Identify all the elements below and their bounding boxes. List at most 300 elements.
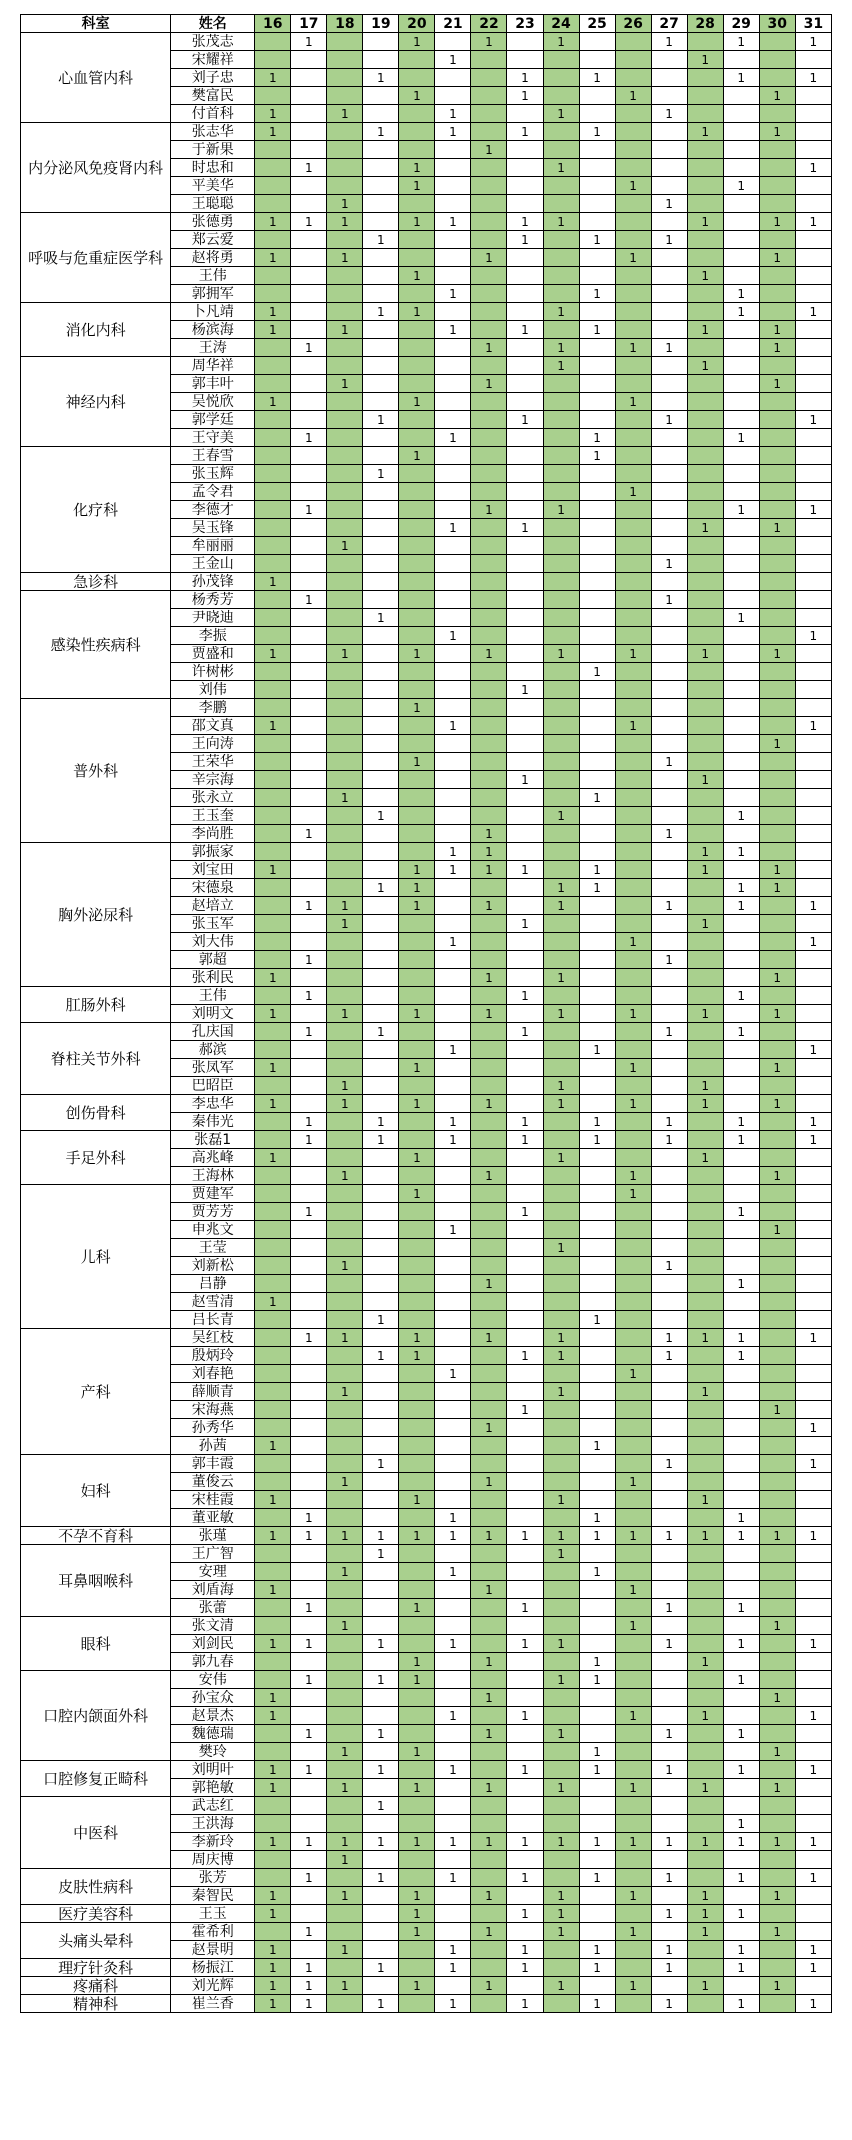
duty-cell [327, 519, 363, 537]
duty-cell: 1 [579, 231, 615, 249]
duty-cell [687, 717, 723, 735]
duty-cell [615, 753, 651, 771]
duty-cell [435, 375, 471, 393]
duty-cell [687, 987, 723, 1005]
duty-cell [471, 51, 507, 69]
staff-name: 吴玉锋 [171, 519, 255, 537]
duty-cell [687, 1041, 723, 1059]
duty-cell: 1 [255, 1761, 291, 1779]
duty-cell [399, 105, 435, 123]
duty-cell: 1 [255, 1977, 291, 1995]
duty-cell: 1 [471, 825, 507, 843]
roster-row [21, 591, 832, 609]
duty-cell [255, 1365, 291, 1383]
duty-cell [507, 1095, 543, 1113]
duty-cell [687, 573, 723, 591]
duty-cell [327, 1815, 363, 1833]
duty-cell [471, 915, 507, 933]
duty-cell [795, 1059, 831, 1077]
duty-cell: 1 [399, 1005, 435, 1023]
duty-cell [255, 879, 291, 897]
duty-cell [579, 483, 615, 501]
duty-cell [543, 1959, 579, 1977]
duty-cell [399, 537, 435, 555]
duty-cell [507, 1653, 543, 1671]
duty-cell [615, 1689, 651, 1707]
duty-cell: 1 [615, 1617, 651, 1635]
duty-cell: 1 [723, 1941, 759, 1959]
duty-cell [615, 1401, 651, 1419]
duty-cell [255, 1041, 291, 1059]
duty-cell [579, 1059, 615, 1077]
duty-cell [471, 1455, 507, 1473]
duty-cell [579, 645, 615, 663]
duty-cell [363, 159, 399, 177]
duty-cell [327, 1707, 363, 1725]
duty-cell [615, 1077, 651, 1095]
staff-name: 张玉军 [171, 915, 255, 933]
duty-cell [255, 33, 291, 51]
duty-cell: 1 [255, 1887, 291, 1905]
duty-cell [327, 1581, 363, 1599]
duty-cell [471, 537, 507, 555]
duty-cell [723, 321, 759, 339]
duty-cell [399, 1473, 435, 1491]
staff-name: 李尚胜 [171, 825, 255, 843]
duty-cell [399, 987, 435, 1005]
duty-cell [291, 1167, 327, 1185]
duty-cell: 1 [507, 1203, 543, 1221]
duty-cell [363, 591, 399, 609]
duty-cell: 1 [471, 969, 507, 987]
duty-cell: 1 [651, 1869, 687, 1887]
duty-cell [579, 1725, 615, 1743]
duty-cell [399, 51, 435, 69]
duty-cell [759, 69, 795, 87]
duty-cell [723, 1077, 759, 1095]
duty-cell [363, 1185, 399, 1203]
duty-cell [579, 465, 615, 483]
duty-cell [687, 375, 723, 393]
duty-cell [435, 141, 471, 159]
duty-cell [759, 177, 795, 195]
duty-cell [687, 1851, 723, 1869]
duty-cell [363, 951, 399, 969]
duty-cell [471, 1185, 507, 1203]
duty-cell [543, 1797, 579, 1815]
duty-cell: 1 [327, 321, 363, 339]
duty-cell [507, 1977, 543, 1995]
duty-cell [615, 573, 651, 591]
duty-cell: 1 [399, 879, 435, 897]
duty-cell: 1 [255, 573, 291, 591]
duty-cell [435, 825, 471, 843]
duty-cell [795, 843, 831, 861]
duty-cell: 1 [255, 969, 291, 987]
duty-cell [399, 591, 435, 609]
duty-cell [651, 213, 687, 231]
duty-cell [615, 1941, 651, 1959]
duty-cell: 1 [687, 1077, 723, 1095]
duty-cell: 1 [363, 1023, 399, 1041]
department-cell: 肛肠外科 [21, 987, 171, 1023]
duty-cell [543, 735, 579, 753]
duty-cell [687, 303, 723, 321]
duty-cell [291, 915, 327, 933]
duty-cell [255, 429, 291, 447]
duty-cell [543, 1761, 579, 1779]
duty-cell [435, 69, 471, 87]
duty-cell [579, 843, 615, 861]
duty-cell [723, 1167, 759, 1185]
duty-cell [651, 303, 687, 321]
duty-cell: 1 [471, 1095, 507, 1113]
duty-cell: 1 [327, 1077, 363, 1095]
duty-cell [399, 1203, 435, 1221]
roster-row [21, 1095, 832, 1113]
duty-cell [255, 1221, 291, 1239]
duty-cell: 1 [399, 897, 435, 915]
duty-cell: 1 [363, 807, 399, 825]
duty-cell [435, 771, 471, 789]
duty-cell [615, 681, 651, 699]
duty-cell [723, 1365, 759, 1383]
duty-cell [507, 501, 543, 519]
staff-name: 秦智民 [171, 1887, 255, 1905]
duty-cell [651, 483, 687, 501]
duty-cell: 1 [255, 1527, 291, 1545]
staff-name: 赵雪清 [171, 1293, 255, 1311]
duty-cell [291, 177, 327, 195]
duty-cell: 1 [327, 1005, 363, 1023]
duty-cell [579, 1617, 615, 1635]
duty-cell [615, 33, 651, 51]
duty-cell [291, 627, 327, 645]
duty-cell [723, 645, 759, 663]
roster-row [21, 123, 832, 141]
duty-cell: 1 [543, 213, 579, 231]
duty-cell [507, 1671, 543, 1689]
duty-cell [255, 1599, 291, 1617]
staff-name: 张磊1 [171, 1131, 255, 1149]
duty-cell [435, 159, 471, 177]
duty-cell: 1 [579, 123, 615, 141]
duty-cell [795, 1005, 831, 1023]
duty-cell: 1 [363, 1113, 399, 1131]
duty-cell: 1 [327, 1167, 363, 1185]
department-cell: 妇科 [21, 1455, 171, 1527]
staff-name: 贾盛和 [171, 645, 255, 663]
duty-cell [759, 1941, 795, 1959]
duty-cell: 1 [327, 1527, 363, 1545]
duty-cell: 1 [435, 1131, 471, 1149]
duty-cell [291, 231, 327, 249]
duty-cell [795, 591, 831, 609]
duty-cell: 1 [543, 1149, 579, 1167]
duty-cell [363, 1581, 399, 1599]
duty-cell [435, 699, 471, 717]
duty-cell: 1 [651, 753, 687, 771]
duty-cell [759, 1725, 795, 1743]
duty-cell [759, 429, 795, 447]
duty-cell [615, 447, 651, 465]
duty-cell [399, 339, 435, 357]
duty-cell: 1 [363, 1545, 399, 1563]
duty-cell [255, 987, 291, 1005]
duty-cell [579, 375, 615, 393]
duty-cell: 1 [723, 69, 759, 87]
duty-cell [795, 1149, 831, 1167]
duty-cell [291, 1779, 327, 1797]
roster-row [21, 213, 832, 231]
duty-cell [363, 249, 399, 267]
duty-cell [795, 1725, 831, 1743]
duty-cell [507, 447, 543, 465]
duty-cell [579, 159, 615, 177]
duty-cell: 1 [291, 1761, 327, 1779]
duty-cell: 1 [363, 465, 399, 483]
duty-cell [399, 501, 435, 519]
header-row [21, 15, 832, 33]
duty-cell [255, 285, 291, 303]
duty-cell [471, 267, 507, 285]
duty-cell: 1 [363, 123, 399, 141]
staff-name: 王莹 [171, 1239, 255, 1257]
duty-cell: 1 [795, 303, 831, 321]
staff-name: 王伟 [171, 267, 255, 285]
duty-cell [795, 1095, 831, 1113]
duty-cell: 1 [291, 951, 327, 969]
duty-cell [579, 177, 615, 195]
duty-cell [327, 1797, 363, 1815]
duty-cell [255, 915, 291, 933]
duty-cell [795, 1239, 831, 1257]
duty-cell [255, 141, 291, 159]
duty-cell [255, 87, 291, 105]
duty-cell [651, 1671, 687, 1689]
duty-cell [795, 969, 831, 987]
duty-cell: 1 [327, 1743, 363, 1761]
duty-cell [795, 195, 831, 213]
duty-cell [435, 1599, 471, 1617]
duty-cell: 1 [579, 663, 615, 681]
duty-cell [615, 267, 651, 285]
duty-cell [759, 1437, 795, 1455]
duty-cell [723, 1311, 759, 1329]
duty-cell [471, 1293, 507, 1311]
duty-cell [399, 231, 435, 249]
duty-cell [435, 609, 471, 627]
duty-cell [795, 1599, 831, 1617]
duty-cell: 1 [723, 303, 759, 321]
duty-cell [687, 1815, 723, 1833]
duty-cell [291, 969, 327, 987]
duty-cell [291, 573, 327, 591]
duty-cell: 1 [543, 1725, 579, 1743]
staff-name: 王伟 [171, 987, 255, 1005]
duty-cell [255, 1851, 291, 1869]
duty-cell [363, 429, 399, 447]
duty-cell [471, 699, 507, 717]
duty-cell: 1 [795, 33, 831, 51]
duty-cell: 1 [687, 645, 723, 663]
duty-cell [471, 663, 507, 681]
duty-cell [291, 1257, 327, 1275]
duty-cell [327, 267, 363, 285]
duty-cell [291, 1311, 327, 1329]
duty-cell [615, 825, 651, 843]
duty-cell [507, 1167, 543, 1185]
roster-row [21, 573, 832, 591]
duty-cell [507, 1365, 543, 1383]
duty-cell: 1 [723, 1203, 759, 1221]
staff-name: 殷炳玲 [171, 1347, 255, 1365]
duty-cell [327, 987, 363, 1005]
duty-cell [615, 1509, 651, 1527]
duty-cell [507, 555, 543, 573]
duty-cell: 1 [435, 1761, 471, 1779]
duty-cell [327, 951, 363, 969]
roster-row [21, 33, 832, 51]
duty-cell [615, 1743, 651, 1761]
duty-cell [291, 1707, 327, 1725]
duty-cell: 1 [291, 1995, 327, 2013]
duty-cell [435, 1797, 471, 1815]
duty-cell: 1 [579, 1761, 615, 1779]
duty-cell [759, 1365, 795, 1383]
duty-cell [723, 699, 759, 717]
staff-name: 申兆文 [171, 1221, 255, 1239]
duty-cell [435, 645, 471, 663]
duty-cell [435, 879, 471, 897]
duty-cell: 1 [651, 1347, 687, 1365]
duty-cell [327, 1419, 363, 1437]
duty-cell [435, 681, 471, 699]
duty-cell [651, 537, 687, 555]
duty-cell [723, 105, 759, 123]
duty-cell [507, 1725, 543, 1743]
duty-cell [327, 861, 363, 879]
duty-cell [759, 843, 795, 861]
duty-cell [399, 807, 435, 825]
duty-cell [579, 1185, 615, 1203]
duty-cell [615, 1995, 651, 2013]
duty-cell [399, 1851, 435, 1869]
duty-cell [435, 1077, 471, 1095]
duty-cell: 1 [615, 87, 651, 105]
duty-cell: 1 [723, 1599, 759, 1617]
duty-cell [795, 393, 831, 411]
duty-cell: 1 [471, 1689, 507, 1707]
duty-cell: 1 [615, 1977, 651, 1995]
duty-cell [543, 663, 579, 681]
duty-cell: 1 [327, 645, 363, 663]
duty-cell [795, 1671, 831, 1689]
duty-cell [327, 141, 363, 159]
duty-cell [651, 393, 687, 411]
duty-cell [327, 69, 363, 87]
roster-row [21, 303, 832, 321]
duty-cell [759, 1959, 795, 1977]
duty-cell [291, 1545, 327, 1563]
duty-cell [687, 1275, 723, 1293]
duty-cell [507, 1581, 543, 1599]
duty-cell [327, 447, 363, 465]
duty-cell: 1 [363, 1725, 399, 1743]
staff-name: 郭拥军 [171, 285, 255, 303]
day-header: 31 [795, 15, 831, 33]
duty-cell [723, 1401, 759, 1419]
duty-cell [795, 807, 831, 825]
duty-cell [507, 897, 543, 915]
staff-name: 孙宝众 [171, 1689, 255, 1707]
duty-cell [471, 681, 507, 699]
duty-cell [507, 483, 543, 501]
duty-cell [363, 213, 399, 231]
duty-cell [543, 753, 579, 771]
duty-cell [723, 915, 759, 933]
duty-cell [327, 1995, 363, 2013]
duty-cell [399, 1545, 435, 1563]
duty-cell [687, 897, 723, 915]
staff-name: 张蕾 [171, 1599, 255, 1617]
duty-cell [363, 555, 399, 573]
duty-cell: 1 [579, 1311, 615, 1329]
duty-cell [291, 483, 327, 501]
duty-cell: 1 [435, 1365, 471, 1383]
duty-cell [471, 1995, 507, 2013]
duty-cell [363, 627, 399, 645]
duty-cell [723, 1059, 759, 1077]
staff-name: 张玉辉 [171, 465, 255, 483]
duty-cell [543, 393, 579, 411]
duty-cell: 1 [759, 1401, 795, 1419]
duty-cell [687, 411, 723, 429]
duty-cell [579, 1077, 615, 1095]
duty-cell [435, 1275, 471, 1293]
duty-cell [507, 303, 543, 321]
staff-name: 邵文真 [171, 717, 255, 735]
duty-cell: 1 [687, 1329, 723, 1347]
duty-cell [507, 591, 543, 609]
duty-cell [687, 501, 723, 519]
duty-cell [363, 501, 399, 519]
duty-cell: 1 [723, 1527, 759, 1545]
roster-row [21, 987, 832, 1005]
duty-cell [795, 1077, 831, 1095]
duty-cell: 1 [651, 1455, 687, 1473]
staff-name: 张志华 [171, 123, 255, 141]
duty-cell: 1 [399, 1599, 435, 1617]
staff-name: 安伟 [171, 1671, 255, 1689]
duty-cell [399, 69, 435, 87]
duty-cell [291, 1473, 327, 1491]
duty-cell [795, 177, 831, 195]
staff-name: 刘大伟 [171, 933, 255, 951]
duty-cell [759, 447, 795, 465]
duty-cell [507, 339, 543, 357]
duty-cell [435, 1743, 471, 1761]
duty-cell [615, 699, 651, 717]
duty-cell: 1 [435, 321, 471, 339]
dept-header: 科室 [21, 15, 171, 33]
duty-cell [723, 1185, 759, 1203]
duty-cell [543, 951, 579, 969]
duty-cell [255, 231, 291, 249]
duty-cell [471, 1743, 507, 1761]
duty-cell [723, 1221, 759, 1239]
duty-cell [579, 1581, 615, 1599]
